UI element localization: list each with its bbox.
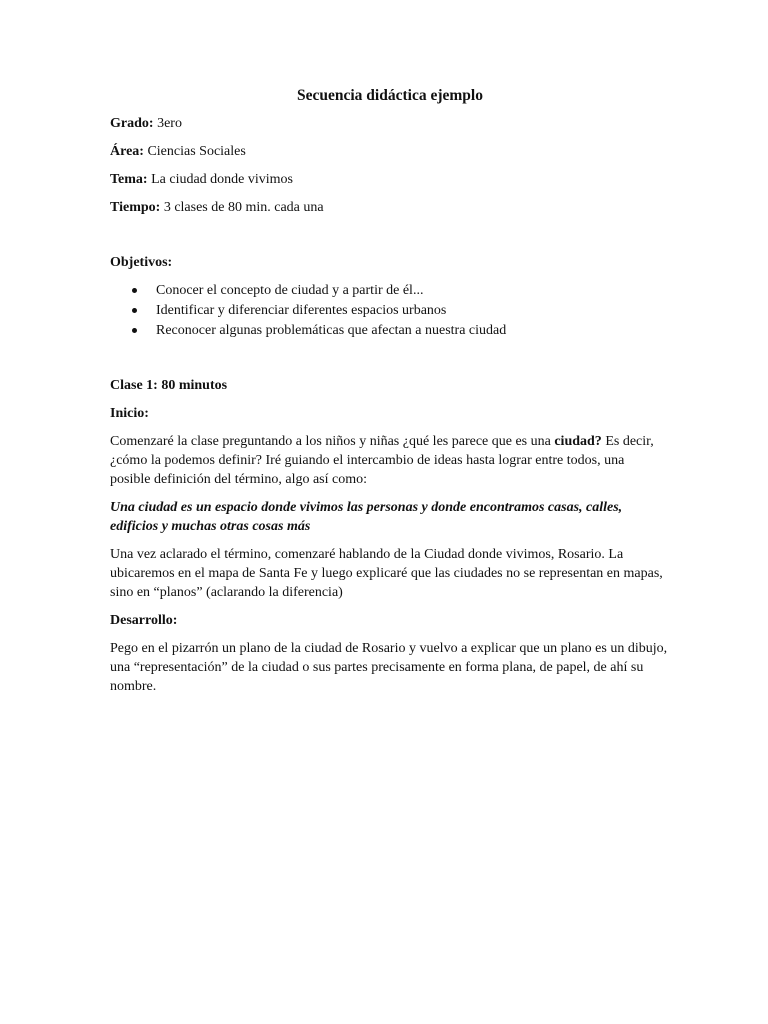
field-value: Ciencias Sociales: [147, 144, 246, 159]
paragraph-text: Comenzaré la clase preguntando a los niños y niñas ¿qué les parece que es una: [110, 434, 555, 449]
list-item: Conocer el concepto de ciudad y a partir de él...: [132, 281, 668, 300]
field-label: Tema:: [110, 172, 148, 187]
field-label: Grado:: [110, 116, 154, 131]
paragraph-rosario: Una vez aclarado el término, comenzaré hablando de la Ciudad donde vivimos, Rosario. La ubicaremos en el mapa de Santa Fe y luego explicaré que las ciudades no se representan en mapas, sino en “planos” (aclarando la diferencia): [110, 547, 663, 600]
field-tema: [110, 170, 668, 189]
objectives-heading: Objetivos:: [110, 255, 173, 270]
document-title: Secuencia didáctica ejemplo: [297, 87, 483, 104]
field-value: 3 clases de 80 min. cada una: [163, 200, 324, 215]
list-item: Reconocer algunas problemáticas que afectan a nuestra ciudad: [132, 321, 668, 340]
paragraph-inicio: [110, 432, 668, 489]
field-value: La ciudad donde vivimos: [151, 172, 294, 187]
desarrollo-heading: Desarrollo:: [110, 613, 178, 628]
inicio-heading: Inicio:: [110, 406, 149, 421]
definition-text: Una ciudad es un espacio donde vivimos las personas y donde encontramos casas, calles, edificios y muchas otras cosas más: [110, 500, 623, 534]
field-grado: [110, 114, 668, 133]
paragraph-text: Es decir, ¿cómo la podemos definir? Iré guiando el intercambio de ideas hasta lograr entre todos, una posible definición del término, algo así como:: [110, 434, 654, 487]
objectives-list: [110, 281, 668, 340]
field-label: Área:: [110, 144, 144, 159]
paragraph-bold-word: ciudad?: [554, 434, 602, 449]
field-value: 3ero: [157, 116, 182, 131]
clase1-heading: Clase 1: 80 minutos: [110, 378, 228, 393]
list-item: Identificar y diferenciar diferentes espacios urbanos: [132, 301, 668, 320]
field-area: [110, 142, 668, 161]
field-tiempo: [110, 198, 668, 217]
field-label: Tiempo:: [110, 200, 161, 215]
paragraph-desarrollo: Pego en el pizarrón un plano de la ciudad de Rosario y vuelvo a explicar que un plano es un dibujo, una “representación” de la ciudad o sus partes precisamente en forma plana, de papel, de ahí su nombre.: [110, 641, 668, 694]
